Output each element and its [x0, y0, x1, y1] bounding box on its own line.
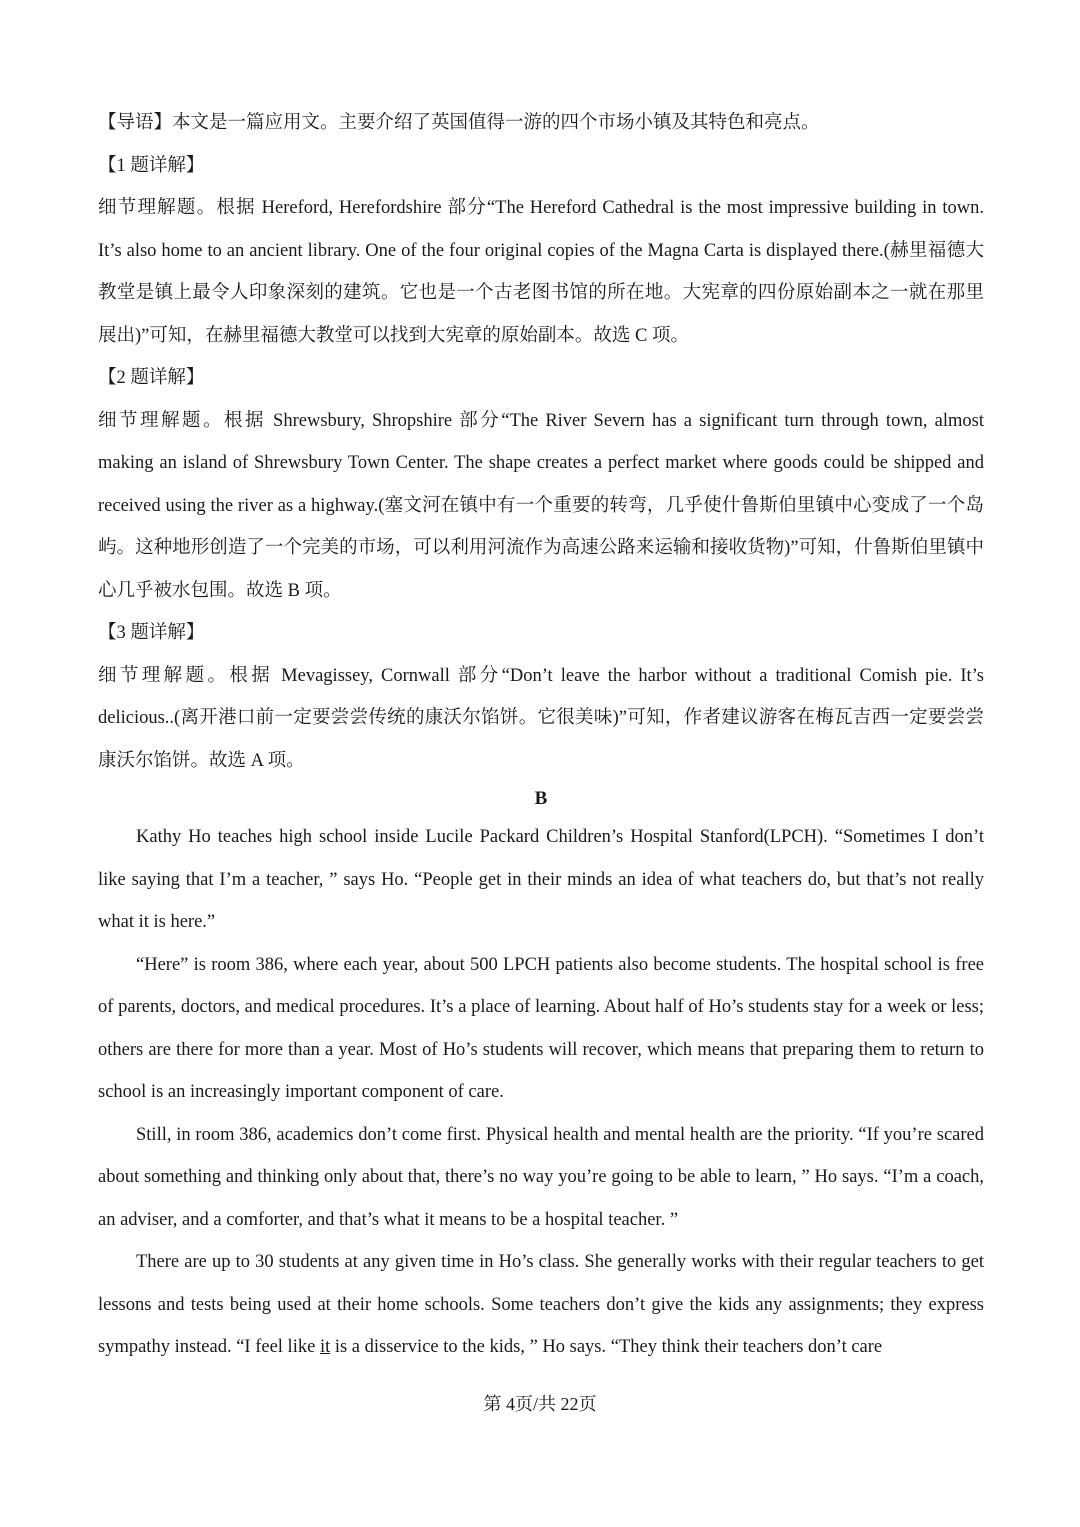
paragraph-4-text-end: is a disservice to the kids, ” Ho says. “They think their teachers don’t care: [330, 1337, 883, 1357]
page-number-footer: 第 4页/共 22页: [483, 1394, 597, 1414]
q3-explanation: 细节理解题。根据 Mevagissey, Cornwall 部分“Don’t leave the harbor without a traditional Comish pie. It’s delicious..(离开港口前一定要尝尝传统的康沃尔馅饼。它很美味)”可知，作者建议游客在梅瓦吉西一定要尝尝康沃尔馅饼。故选 A 项。: [98, 665, 984, 771]
passage-b-title: B: [534, 788, 548, 809]
underlined-word-it: it: [319, 1337, 331, 1357]
q1-heading: 【1 题详解】: [98, 155, 205, 176]
q2-heading: 【2 题详解】: [98, 368, 205, 388]
q1-explanation: 细节理解题。根据 Hereford, Herefordshire 部分“The Hereford Cathedral is the most impressive building in town. It’s also home to an ancient library. One of the four original copies of the Magna Carta is displayed there.(赫里福德大教堂是镇上最令人印象深刻的建筑。它也是一个古老图书馆的所在地。大宪章的四份原始副本之一就在那里展出)”可知，在赫里福德大教堂可以找到大宪章的原始副本。故选 C 项。: [98, 198, 984, 346]
passage-b-paragraph-1: Kathy Ho teaches high school inside Lucile Packard Children’s Hospital Stanford(LPCH). “Sometimes I don’t like saying that I’m a teacher, ” says Ho. “People get in their minds an idea of what teachers do, but that’s not really what it is here.”: [98, 827, 984, 932]
document-page: [98, 102, 984, 1369]
passage-b-paragraph-4: [98, 1241, 984, 1369]
q2-explanation: 细节理解题。根据 Shrewsbury, Shropshire 部分“The River Severn has a significant turn through town, almost making an island of Shrewsbury Town Center. The shape creates a perfect market where goods could be shipped and received using the river as a highway.(塞文河在镇中有一个重要的转弯，几乎使什鲁斯伯里镇中心变成了一个岛屿。这种地形创造了一个完美的市场，可以利用河流作为高速公路来运输和接收货物)”可知，什鲁斯伯里镇中心几乎被水包围。故选 B 项。: [98, 410, 984, 601]
analysis-intro: 【导语】本文是一篇应用文。主要介绍了英国值得一游的四个市场小镇及其特色和亮点。: [98, 113, 820, 133]
paragraph-4-text-start: There are up to 30 students at any given time in Ho’s class. She generally works with their regular teachers to get lessons and tests being used at their home schools. Some teachers don’t give the kids any assignments; they express sympathy instead. “I feel like: [98, 1252, 984, 1357]
passage-b-paragraph-3: Still, in room 386, academics don’t come first. Physical health and mental health are the priority. “If you’re scared about something and thinking only about that, there’s no way you’re going to be able to learn, ” Ho says. “I’m a coach, an adviser, and a comforter, and that’s what it means to be a hospital teacher. ”: [98, 1124, 984, 1230]
passage-b-paragraph-2: “Here” is room 386, where each year, about 500 LPCH patients also become students. The hospital school is free of parents, doctors, and medical procedures. It’s a place of learning. About half of Ho’s students stay for a week or less; others are there for more than a year. Most of Ho’s students will recover, which means that preparing them to return to school is an increasingly important component of care.: [98, 954, 984, 1102]
q3-heading: 【3 题详解】: [98, 623, 205, 643]
